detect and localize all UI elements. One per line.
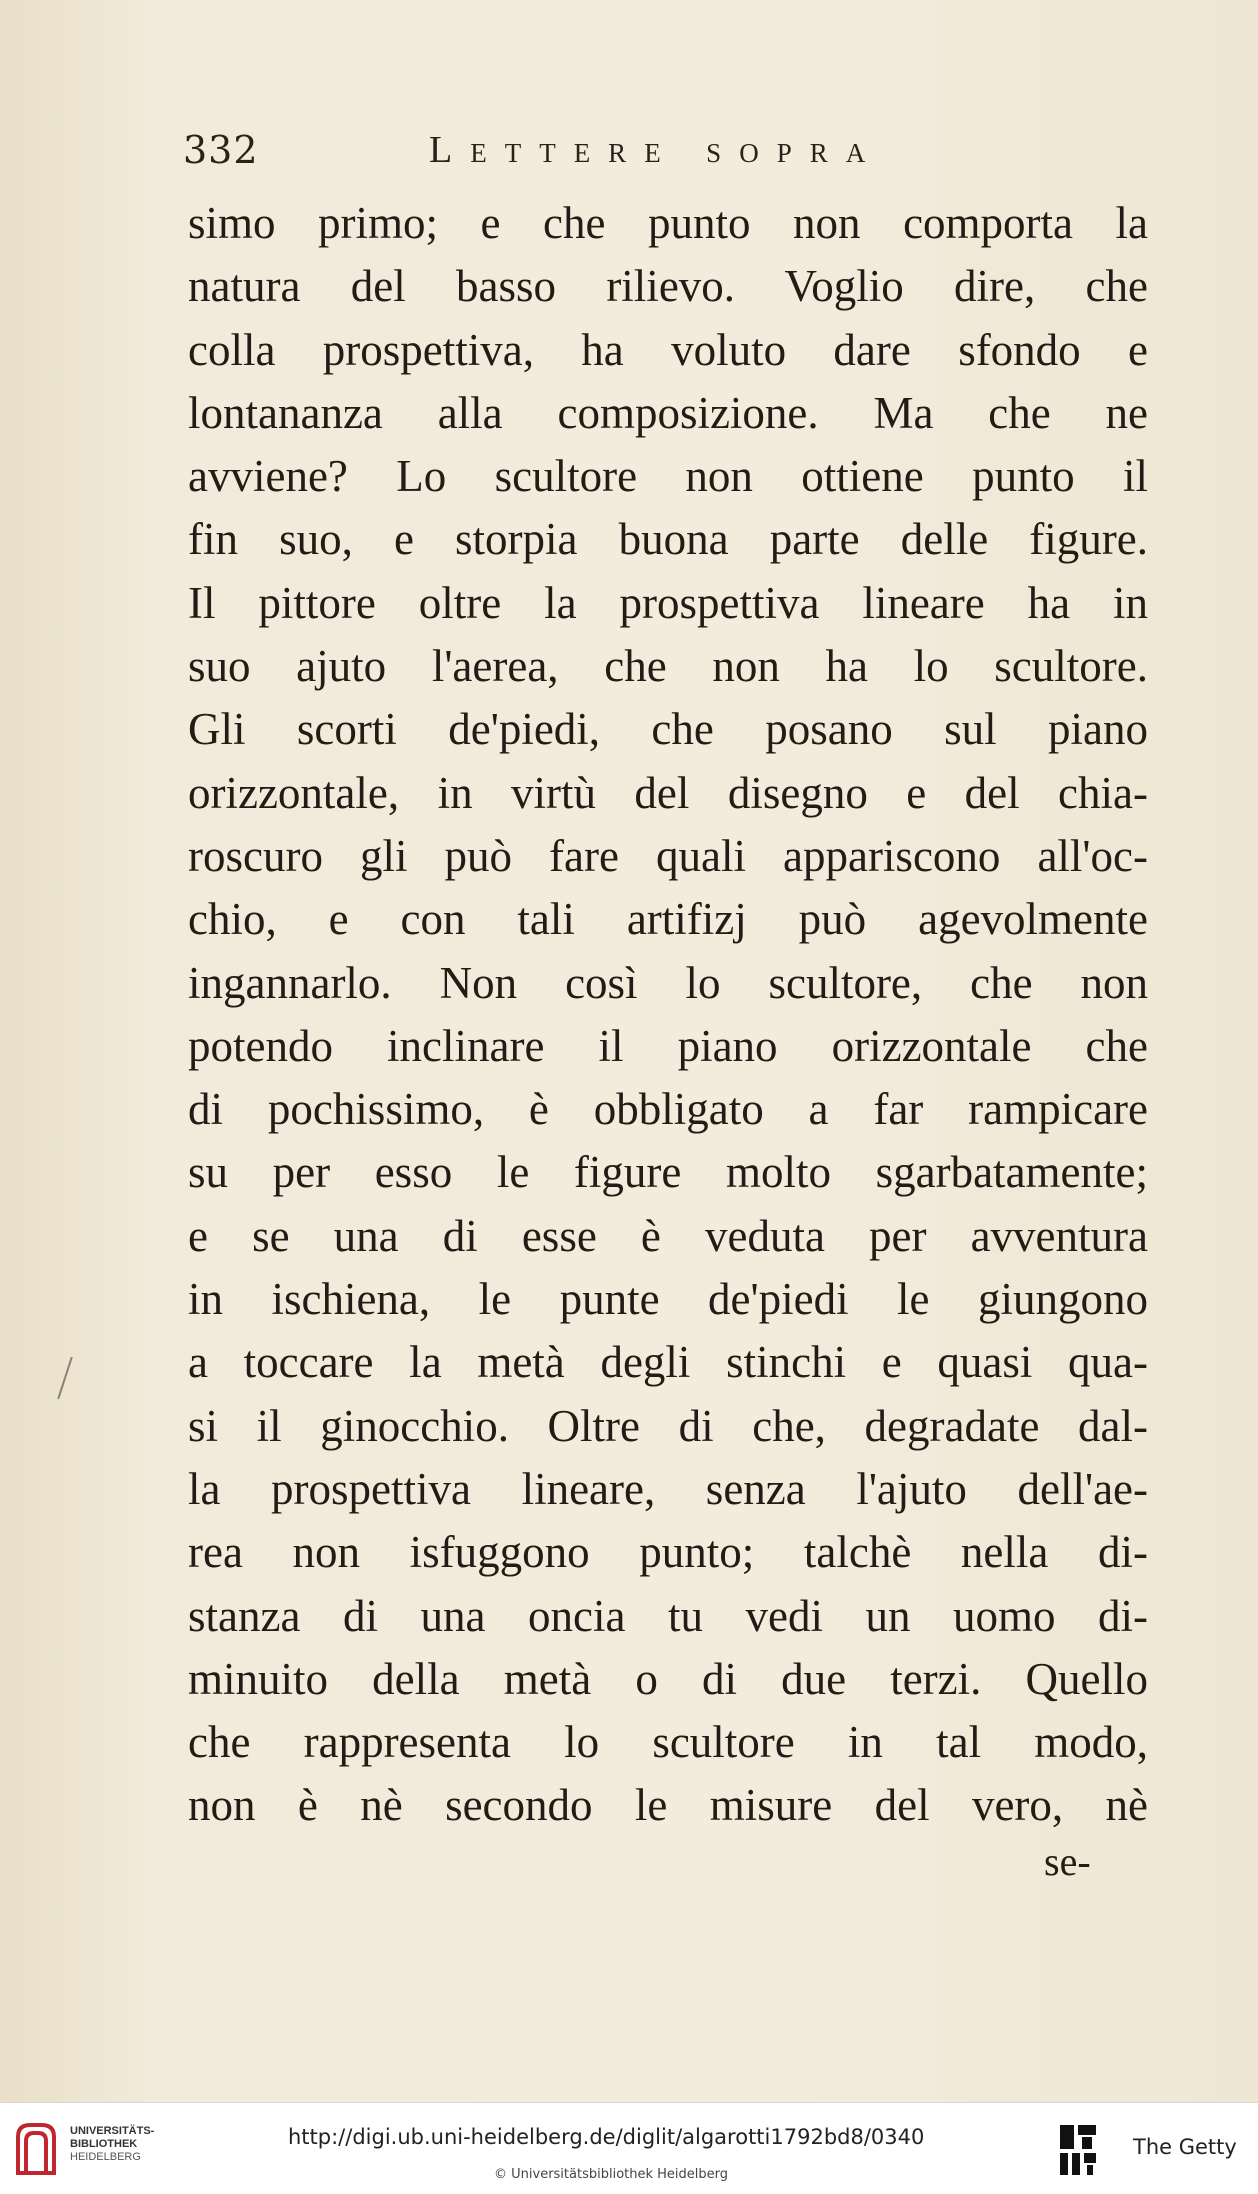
text-line: minuito della metà o di due terzi. Quello <box>188 1653 1148 1704</box>
logo-text-line: UNIVERSITÄTS- <box>70 2125 155 2137</box>
text-line: Gli scorti de'piedi, che posano sul piano <box>188 704 1148 755</box>
text-line: suo ajuto l'aerea, che non ha lo scultore. <box>188 641 1148 692</box>
getty-logo-icon <box>1058 2123 1098 2179</box>
page-number: 332 <box>183 128 259 172</box>
page-header <box>183 128 1143 184</box>
copyright-notice: © Universitätsbibliothek Heidelberg <box>494 2167 729 2182</box>
body-text <box>188 192 1148 1838</box>
permalink-url[interactable]: http://digi.ub.uni-heidelberg.de/diglit/algarotti1792bd8/0340 <box>288 2125 925 2149</box>
text-line: simo primo; e che punto non comporta la <box>188 198 1148 248</box>
text-line: su per esso le figure molto sgarbatamente; <box>188 1147 1148 1198</box>
text-line: orizzontale, in virtù del disegno e del chia- <box>188 767 1148 818</box>
logo-text-line: BIBLIOTHEK <box>70 2138 138 2150</box>
partner-name: The Getty <box>1133 2135 1237 2159</box>
running-title: Lettere sopra <box>429 129 884 171</box>
text-line: Il pittore oltre la prospettiva lineare ha in <box>188 577 1148 628</box>
text-line: fin suo, e storpia buona parte delle figure. <box>188 514 1148 565</box>
text-line: roscuro gli può fare quali appariscono all'oc- <box>188 830 1148 881</box>
logo-text-line: HEIDELBERG <box>70 2151 141 2163</box>
text-line: colla prospettiva, ha voluto dare sfondo e <box>188 324 1148 375</box>
text-line: stanza di una oncia tu vedi un uomo di- <box>188 1590 1148 1641</box>
text-line: potendo inclinare il piano orizzontale che <box>188 1020 1148 1071</box>
text-line: ingannarlo. Non così lo scultore, che non <box>188 957 1148 1008</box>
text-line: la prospettiva lineare, senza l'ajuto dell'ae- <box>188 1463 1148 1514</box>
text-line: rea non isfuggono punto; talchè nella di- <box>188 1527 1148 1578</box>
footer-bar <box>0 2102 1258 2194</box>
text-line: che rappresenta lo scultore in tal modo, <box>188 1717 1148 1768</box>
text-line: avviene? Lo scultore non ottiene punto il <box>188 451 1148 502</box>
text-line: natura del basso rilievo. Voglio dire, che <box>188 261 1148 312</box>
text-line: lontananza alla composizione. Ma che ne <box>188 387 1148 438</box>
ub-heidelberg-logo-icon <box>12 2119 60 2177</box>
margin-mark <box>57 1357 72 1399</box>
text-line: chio, e con tali artifizj può agevolmente <box>188 894 1148 945</box>
text-line: si il ginocchio. Oltre di che, degradate dal- <box>188 1400 1148 1451</box>
text-line: a toccare la metà degli stinchi e quasi qua- <box>188 1337 1148 1388</box>
catchword: se- <box>1044 1839 1091 1884</box>
text-line: non è nè secondo le misure del vero, nè <box>188 1780 1148 1831</box>
text-line: e se una di esse è veduta per avventura <box>188 1210 1148 1261</box>
ub-heidelberg-logo-text <box>70 2125 154 2164</box>
text-line: di pochissimo, è obbligato a far rampicare <box>188 1084 1148 1135</box>
text-line: in ischiena, le punte de'piedi le giungono <box>188 1274 1148 1325</box>
